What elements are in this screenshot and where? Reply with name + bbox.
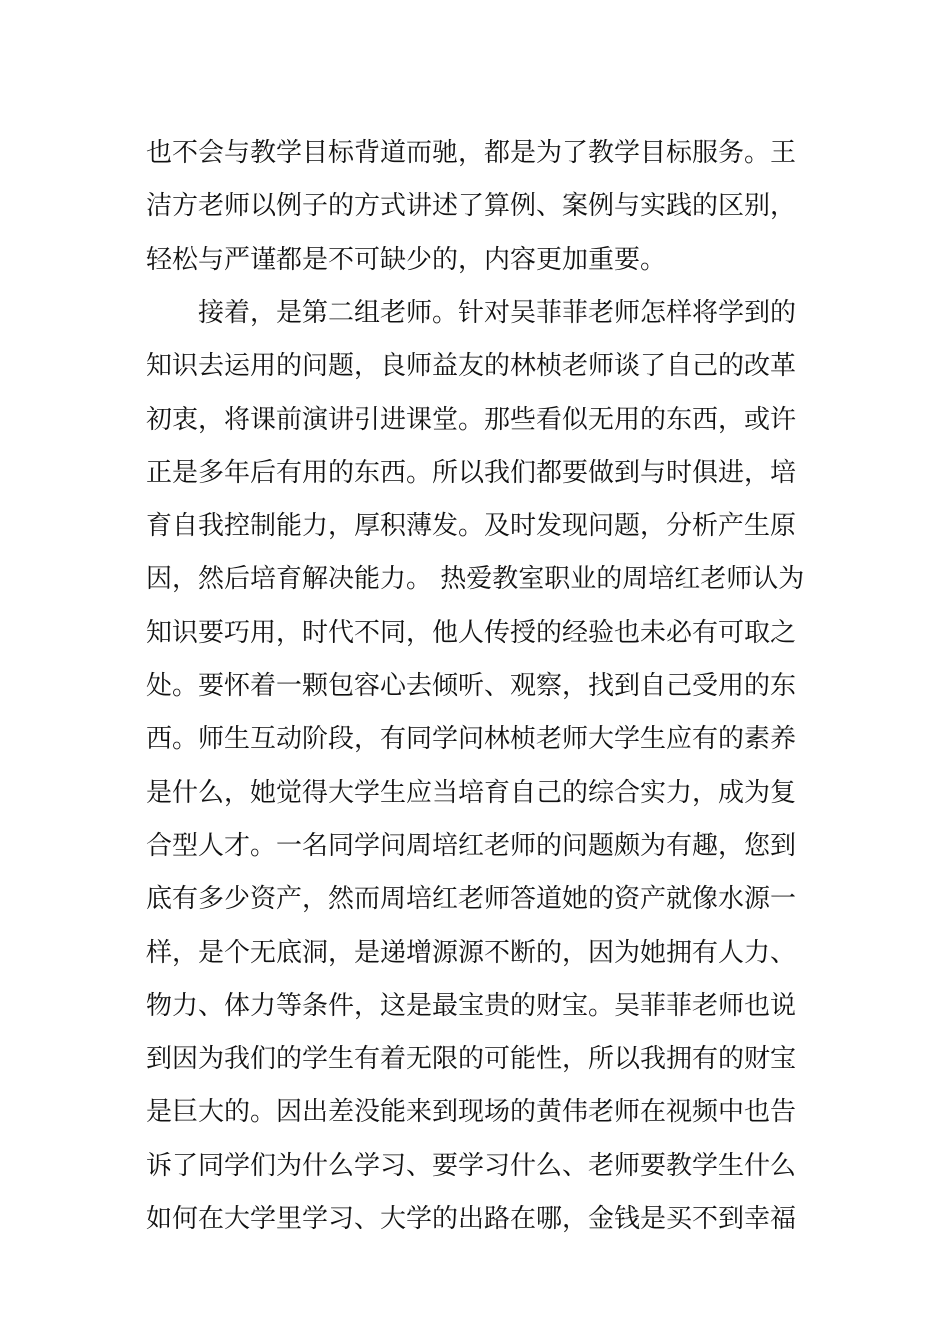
text-line: 底有多少资产，然而周培红老师答道她的资产就像水源一 [146, 884, 797, 915]
text-line: 轻松与严谨都是不可缺少的，内容更加重要。 [146, 244, 667, 275]
text-line: 样，是个无底洞，是递增源源不断的，因为她拥有人力、 [146, 937, 797, 968]
text-line: 是巨大的。因出差没能来到现场的黄伟老师在视频中也告 [146, 1097, 797, 1128]
text-line: 知识要巧用，时代不同，他人传授的经验也未必有可取之 [146, 617, 797, 648]
text-line: 知识去运用的问题，良师益友的林桢老师谈了自己的改革 [146, 351, 797, 382]
text-line: 也不会与教学目标背道而驰，都是为了教学目标服务。王 [146, 138, 797, 168]
paragraph-2 [146, 287, 806, 1246]
paragraph-1 [146, 127, 806, 287]
text-line: 接着，是第二组老师。针对吴菲菲老师怎样将学到的 [146, 298, 797, 328]
text-line: 物力、体力等条件，这是最宝贵的财宝。吴菲菲老师也说 [146, 990, 797, 1021]
text-line: 到因为我们的学生有着无限的可能性，所以我拥有的财宝 [146, 1044, 797, 1075]
text-line: 育自我控制能力，厚积薄发。及时发现问题，分析产生原 [146, 511, 797, 542]
text-line: 因，然后培育解决能力。 热爱教室职业的周培红老师认为 [146, 564, 805, 595]
text-line: 处。要怀着一颗包容心去倾听、观察，找到自己受用的东 [146, 671, 797, 702]
text-line: 是什么，她觉得大学生应当培育自己的综合实力，成为复 [146, 777, 797, 808]
text-line: 如何在大学里学习、大学的出路在哪，金钱是买不到幸福 [146, 1204, 797, 1235]
text-line: 西。师生互动阶段，有同学问林桢老师大学生应有的素养 [146, 724, 797, 755]
text-line: 正是多年后有用的东西。所以我们都要做到与时俱进，培 [146, 457, 797, 488]
text-line: 合型人才。一名同学问周培红老师的问题颇为有趣，您到 [146, 830, 797, 861]
text-line: 初衷，将课前演讲引进课堂。那些看似无用的东西，或许 [146, 404, 797, 435]
text-line: 洁方老师以例子的方式讲述了算例、案例与实践的区别， [146, 191, 797, 222]
text-line: 诉了同学们为什么学习、要学习什么、老师要教学生什么 [146, 1150, 797, 1181]
